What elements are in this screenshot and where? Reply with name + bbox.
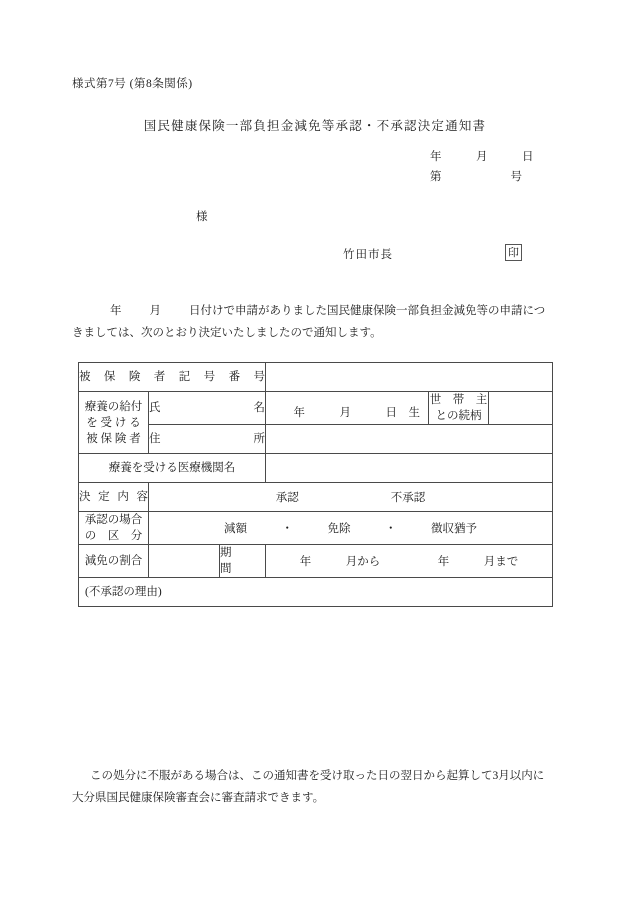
address-value[interactable] [266, 425, 553, 454]
household-relation-label-line-2: との続柄 [435, 410, 482, 422]
issuer-name: 竹田市長 [343, 249, 393, 261]
document-title: 国民健康保険一部負担金減免等承認・不承認決定通知書 [143, 119, 487, 133]
approval-category-label-line-2: の 区 分 [84, 530, 143, 542]
decision-options[interactable]: 承認 不承認 [149, 483, 553, 512]
period-label: 期 間 [220, 545, 266, 578]
recipient-label-line-3: 被 保 険 者 [86, 432, 141, 445]
body-text-line2: きましては、次のとおり決定いたしましたので通知します。 [72, 327, 382, 339]
issue-date-line: 年 月 日 [430, 151, 534, 163]
household-relation-label-line-1: 世 帯 主 [429, 394, 488, 406]
institution-label: 療養を受ける医療機関名 [79, 454, 266, 483]
recipient-label [79, 392, 149, 454]
insured-number-label: 被保険者記号番号 [79, 363, 266, 392]
table-row-approval-category [79, 512, 553, 545]
household-relation-label [429, 392, 489, 425]
body-date-month: 月 [149, 305, 161, 317]
approval-category-label [79, 512, 149, 545]
document-meta [430, 147, 534, 187]
table-row-decision [79, 483, 553, 512]
institution-value[interactable] [266, 454, 553, 483]
table-row-name [79, 392, 553, 425]
addressee-honorific: 様 [196, 211, 208, 223]
reason-label: (不承認の理由) [85, 586, 162, 598]
appeal-notice-paragraph [72, 765, 558, 809]
body-text-line1: 日付けで申請がありました国民健康保険一部負担金減免等の申請につ [189, 305, 546, 317]
table-row-institution [79, 454, 553, 483]
address-label: 住 所 [149, 425, 266, 454]
recipient-label-line-2: を 受 け る [86, 416, 141, 429]
reduction-rate-label: 減免の割合 [79, 545, 149, 578]
household-relation-value[interactable] [489, 392, 553, 425]
form-number: 様式第7号 (第8条関係) [72, 78, 193, 90]
recipient-label-line-1: 療養の給付 [84, 400, 143, 413]
table-row-reduction-period [79, 545, 553, 578]
table-row-address [79, 425, 553, 454]
table-row-reason [79, 578, 553, 607]
name-value[interactable] [266, 392, 429, 425]
appeal-notice-line1: この処分に不服がある場合は、この通知書を受け取った日の翌日から起算して3月以内に [90, 770, 545, 782]
notification-form-table [78, 362, 553, 607]
decision-label: 決 定 内 容 [79, 483, 149, 512]
approval-category-label-line-1: 承認の場合 [84, 514, 143, 526]
birth-date-line: 年 月 日 生 [293, 407, 420, 419]
reason-value[interactable] [79, 578, 553, 607]
approval-category-options[interactable]: 減額 ・ 免除 ・ 徴収猶予 [149, 512, 553, 545]
name-label: 氏 名 [149, 392, 266, 425]
period-value[interactable]: 年 月から 年 月まで [266, 545, 553, 578]
body-date-year: 年 [110, 305, 122, 317]
insured-number-value[interactable] [266, 363, 553, 392]
seal-box-icon: 印 [505, 244, 522, 261]
body-paragraph [72, 300, 558, 344]
reduction-rate-value[interactable] [149, 545, 220, 578]
appeal-notice-line2: 大分県国民健康保険審査会に審査請求できます。 [72, 792, 325, 804]
document-number-line: 第 号 [430, 171, 522, 183]
table-row-insured-number [79, 363, 553, 392]
